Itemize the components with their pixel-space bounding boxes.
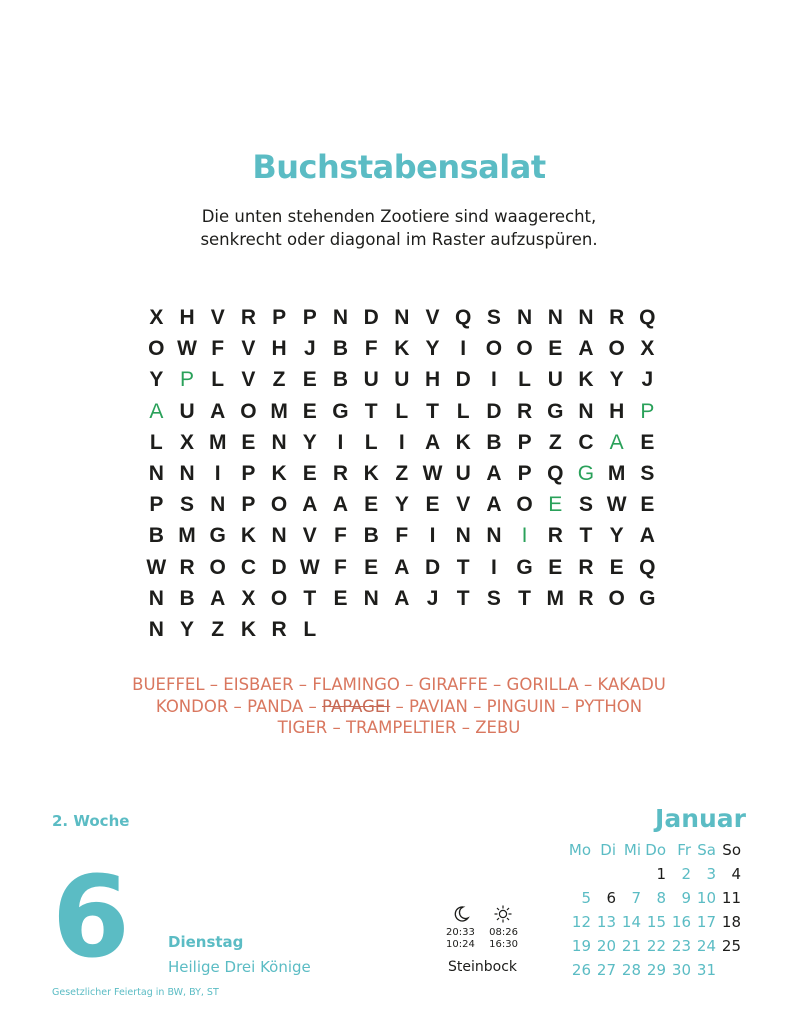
grid-letter: Q — [455, 306, 472, 329]
grid-letter: O — [270, 493, 288, 517]
grid-letter: N — [363, 586, 379, 610]
grid-letter: G — [516, 555, 533, 579]
grid-letter: P — [180, 368, 195, 392]
grid-letter: D — [424, 555, 441, 579]
holiday-note: Gesetzlicher Feiertag in BW, BY, ST — [52, 987, 219, 998]
grid-letter: E — [302, 368, 317, 392]
word-item: PINGUIN — [486, 696, 556, 716]
grid-letter: E — [333, 586, 348, 610]
calendar-day: 30 — [671, 961, 691, 979]
word-item: GORILLA — [506, 675, 579, 694]
grid-letter: E — [609, 555, 624, 579]
grid-letter: N — [578, 399, 594, 423]
grid-letter: A — [486, 493, 502, 517]
calendar-day: 16 — [671, 913, 691, 931]
moonrise-time: 20:33 — [446, 927, 475, 938]
crescent-moon-icon — [452, 905, 470, 927]
calendar-day: 19 — [571, 937, 591, 955]
calendar-weekday: So — [722, 841, 741, 859]
grid-letter: E — [548, 555, 563, 579]
grid-letter: B — [332, 368, 349, 392]
grid-letter: T — [456, 586, 470, 610]
grid-letter: X — [149, 306, 164, 329]
grid-letter: Q — [547, 461, 564, 485]
grid-letter: I — [429, 524, 436, 548]
calendar-day: 1 — [656, 865, 666, 883]
calendar-day: 22 — [646, 937, 666, 955]
grid-letter: W — [422, 461, 443, 485]
grid-letter: O — [608, 337, 625, 361]
grid-letter: I — [521, 524, 528, 548]
grid-letter: V — [456, 493, 471, 517]
puzzle-instructions — [0, 205, 798, 251]
grid-letter: N — [394, 306, 410, 329]
word-item: PANDA — [247, 696, 304, 716]
calendar-week-row — [566, 934, 741, 958]
grid-letter: Y — [149, 368, 164, 392]
grid-letter: P — [302, 306, 317, 329]
word-separator: – — [467, 696, 487, 716]
grid-letter: S — [486, 306, 501, 329]
grid-letter: N — [148, 586, 164, 610]
grid-letter: C — [578, 430, 594, 454]
calendar-weekday: Mi — [623, 841, 641, 859]
calendar-day: 14 — [621, 913, 641, 931]
calendar-day: 15 — [646, 913, 666, 931]
grid-letter: Y — [609, 368, 624, 392]
calendar-day: 24 — [696, 937, 716, 955]
grid-letter: T — [518, 586, 531, 610]
grid-letter: A — [578, 337, 594, 361]
holiday-label: Heilige Drei Könige — [168, 958, 311, 976]
grid-letter: O — [240, 399, 257, 423]
word-line — [0, 674, 798, 696]
sun-icon — [494, 905, 512, 927]
grid-letter: R — [547, 524, 563, 548]
sunset-time: 16:30 — [489, 939, 518, 950]
grid-letter: N — [179, 461, 195, 485]
calendar-day: 12 — [571, 913, 591, 931]
grid-letter: V — [241, 368, 256, 392]
grid-letter: W — [299, 555, 320, 579]
zodiac-sign: Steinbock — [448, 959, 518, 975]
grid-letter: I — [398, 430, 405, 454]
calendar-day: 25 — [721, 937, 741, 955]
grid-letter: I — [214, 461, 221, 485]
grid-letter: U — [363, 368, 379, 392]
grid-letter: B — [332, 337, 349, 361]
calendar-weekday: Sa — [697, 841, 716, 859]
word-separator: – — [390, 696, 409, 716]
grid-letter: V — [302, 524, 317, 548]
calendar-day: 5 — [581, 889, 591, 907]
grid-letter: Y — [425, 337, 440, 361]
grid-letter: W — [146, 555, 167, 579]
grid-letter: G — [639, 586, 656, 610]
grid-letter: O — [148, 337, 165, 361]
grid-letter: R — [332, 461, 349, 485]
grid-letter: V — [241, 337, 256, 361]
grid-letter: N — [210, 493, 226, 517]
word-separator: – — [456, 718, 476, 737]
grid-letter: Z — [272, 368, 286, 392]
sun-times — [489, 927, 518, 951]
grid-letter: R — [578, 555, 594, 579]
calendar-day: 6 — [606, 889, 616, 907]
word-item: EISBAER — [223, 675, 294, 694]
grid-letter: M — [208, 430, 227, 454]
grid-letter: Z — [211, 617, 225, 641]
word-separator: – — [578, 675, 598, 694]
grid-letter: R — [179, 555, 195, 579]
grid-letter: S — [578, 493, 593, 517]
grid-letter: D — [363, 306, 379, 329]
grid-letter: G — [332, 399, 349, 423]
grid-letter: M — [607, 461, 626, 485]
grid-letter: A — [332, 493, 349, 517]
grid-letter: X — [241, 586, 256, 610]
grid-letter: N — [148, 461, 164, 485]
grid-letter: N — [578, 306, 594, 329]
grid-letter: F — [395, 524, 409, 548]
word-item: PAVIAN — [408, 696, 468, 716]
calendar-weekday-row — [566, 838, 741, 862]
grid-letter: H — [271, 337, 287, 361]
grid-letter: T — [426, 399, 439, 423]
grid-letter: P — [149, 493, 164, 517]
calendar-day: 29 — [646, 961, 666, 979]
grid-letter: C — [240, 555, 256, 579]
letter-grid — [141, 302, 663, 645]
grid-letter: Y — [180, 617, 195, 641]
grid-letter: P — [241, 461, 256, 485]
grid-letter: N — [455, 524, 471, 548]
grid-letter: S — [486, 586, 501, 610]
grid-letter: E — [241, 430, 256, 454]
grid-letter: A — [210, 586, 226, 610]
grid-letter: I — [490, 555, 497, 579]
sunrise-time: 08:26 — [489, 927, 518, 938]
grid-letter: D — [455, 368, 471, 392]
month-title: Januar — [655, 804, 746, 833]
calendar-day: 27 — [596, 961, 616, 979]
grid-letter: R — [609, 306, 625, 329]
grid-letter: T — [303, 586, 317, 610]
word-item: KAKADU — [597, 675, 666, 694]
grid-letter: A — [424, 430, 441, 454]
grid-letter: U — [179, 399, 195, 423]
grid-letter: A — [609, 430, 624, 454]
calendar-day: 10 — [696, 889, 716, 907]
grid-letter: F — [211, 337, 225, 361]
calendar-day: 28 — [621, 961, 641, 979]
grid-letter: K — [271, 461, 287, 485]
grid-letter: Z — [395, 461, 409, 485]
word-item: FLAMINGO — [312, 675, 400, 694]
grid-letter: Y — [609, 524, 624, 548]
grid-letter: P — [241, 493, 256, 517]
week-number: 2. Woche — [52, 812, 130, 830]
calendar-day: 3 — [706, 865, 716, 883]
word-item: ZEBU — [475, 718, 521, 737]
grid-letter: E — [640, 430, 655, 454]
grid-letter: W — [177, 337, 197, 361]
grid-letter: G — [577, 461, 595, 485]
grid-letter: F — [334, 524, 347, 548]
grid-letter: P — [517, 461, 532, 485]
grid-letter: A — [302, 493, 318, 517]
grid-letter: Y — [302, 430, 317, 454]
day-number: 6 — [52, 853, 130, 983]
grid-letter: Z — [548, 430, 562, 454]
grid-letter: B — [148, 524, 164, 548]
grid-letter: D — [271, 555, 287, 579]
grid-letter: S — [180, 493, 195, 517]
grid-letter: A — [394, 555, 410, 579]
grid-letter: E — [425, 493, 440, 517]
grid-letter: F — [364, 337, 378, 361]
grid-letter: K — [578, 368, 594, 392]
word-item: PYTHON — [574, 696, 643, 716]
calendar-week-row — [566, 886, 741, 910]
grid-letter: E — [364, 493, 379, 517]
grid-letter: A — [486, 461, 502, 485]
calendar-weekday: Mo — [568, 841, 591, 859]
word-separator: – — [487, 675, 507, 694]
grid-letter: K — [363, 461, 379, 485]
grid-letter: A — [210, 399, 226, 423]
grid-letter: U — [547, 368, 563, 392]
astro-info — [446, 905, 518, 951]
calendar-day: 17 — [696, 913, 716, 931]
grid-letter: N — [271, 430, 287, 454]
grid-letter: O — [516, 337, 533, 361]
grid-letter: P — [640, 399, 655, 423]
grid-letter: R — [240, 306, 256, 329]
grid-letter: B — [486, 430, 502, 454]
grid-letter: X — [640, 337, 655, 361]
grid-letter: A — [394, 586, 410, 610]
mini-calendar — [566, 838, 741, 982]
calendar-week-row — [566, 958, 741, 982]
word-list — [0, 674, 798, 739]
grid-letter: A — [639, 524, 655, 548]
grid-letter: B — [179, 586, 195, 610]
grid-letter: K — [455, 430, 471, 454]
grid-letter: E — [302, 399, 317, 423]
calendar-day — [716, 958, 741, 982]
grid-letter: T — [579, 524, 593, 548]
calendar-day: 23 — [671, 937, 691, 955]
grid-letter: P — [272, 306, 287, 329]
calendar-week-row — [566, 862, 741, 886]
word-item: KONDOR — [155, 696, 229, 716]
grid-letter: G — [547, 399, 564, 423]
grid-letter: N — [148, 617, 164, 641]
grid-letter: H — [179, 306, 195, 329]
grid-letter: Q — [639, 555, 656, 579]
grid-letter: U — [455, 461, 471, 485]
grid-letter: R — [517, 399, 533, 423]
grid-letter: R — [578, 586, 594, 610]
grid-letter: T — [456, 555, 470, 579]
puzzle-title: Buchstabensalat — [252, 148, 546, 186]
word-separator: – — [228, 696, 248, 716]
grid-letter: G — [209, 524, 226, 548]
grid-letter: T — [364, 399, 378, 423]
instruction-line: Die unten stehenden Zootiere sind waagerecht, — [201, 207, 597, 226]
grid-letter: L — [364, 430, 378, 454]
calendar-day — [616, 862, 641, 886]
calendar-day: 2 — [681, 865, 691, 883]
grid-letter: R — [271, 617, 287, 641]
grid-letter: M — [546, 586, 565, 610]
grid-letter: V — [210, 306, 225, 329]
grid-letter: O — [485, 337, 503, 361]
grid-letter: O — [516, 493, 533, 517]
grid-letter: S — [640, 461, 655, 485]
grid-letter: O — [270, 586, 288, 610]
grid-letter: V — [425, 306, 440, 329]
grid-letter: H — [424, 368, 441, 392]
calendar-day: 8 — [656, 889, 666, 907]
word-item: TIGER — [277, 718, 328, 737]
grid-letter: N — [332, 306, 349, 329]
grid-letter: N — [271, 524, 287, 548]
grid-letter: N — [517, 306, 533, 329]
word-item: TRAMPELTIER — [345, 718, 457, 737]
grid-letter: O — [608, 586, 625, 610]
grid-letter: L — [518, 368, 531, 392]
grid-letter: L — [456, 399, 470, 423]
grid-letter: F — [334, 555, 347, 579]
grid-letter: E — [548, 493, 563, 517]
grid-letter: L — [211, 368, 225, 392]
calendar-weekday: Di — [600, 841, 616, 859]
word-separator: – — [555, 696, 575, 716]
grid-letter: U — [394, 368, 410, 392]
calendar-day — [566, 862, 591, 886]
calendar-day: 20 — [596, 937, 616, 955]
grid-letter: Q — [639, 306, 656, 329]
calendar-day: 26 — [571, 961, 591, 979]
calendar-weekday: Fr — [677, 841, 691, 859]
grid-letter: E — [640, 493, 655, 517]
grid-letter: M — [178, 524, 196, 548]
word-separator: – — [204, 675, 224, 694]
grid-letter: J — [426, 586, 439, 610]
grid-letter: O — [209, 555, 226, 579]
grid-letter: N — [486, 524, 502, 548]
grid-letter: K — [240, 617, 256, 641]
grid-letter: L — [395, 399, 409, 423]
word-item: PAPAGEI — [322, 696, 391, 716]
word-line — [0, 717, 798, 739]
grid-letter: B — [363, 524, 379, 548]
grid-letter: K — [394, 337, 410, 361]
calendar-day — [591, 862, 616, 886]
instruction-line: senkrecht oder diagonal im Raster aufzuspüren. — [200, 230, 598, 249]
word-line — [0, 696, 798, 718]
grid-letter: K — [240, 524, 256, 548]
word-separator: – — [303, 696, 323, 716]
word-item: BUEFFEL — [132, 675, 205, 694]
grid-letter: I — [490, 368, 497, 392]
grid-letter: E — [302, 461, 317, 485]
grid-letter: E — [548, 337, 563, 361]
calendar-week-row — [566, 910, 741, 934]
grid-letter: I — [337, 430, 344, 454]
grid-letter: H — [609, 399, 625, 423]
calendar-day: 9 — [681, 889, 691, 907]
grid-letter: J — [303, 337, 316, 361]
grid-letter: I — [460, 337, 467, 361]
grid-letter: D — [486, 399, 502, 423]
grid-letter: E — [364, 555, 379, 579]
word-separator: – — [327, 718, 346, 737]
calendar-day: 18 — [721, 913, 741, 931]
word-separator: – — [399, 675, 419, 694]
calendar-day: 4 — [731, 865, 741, 883]
word-item: GIRAFFE — [418, 675, 488, 694]
word-separator: – — [293, 675, 313, 694]
weekday-label: Dienstag — [168, 933, 244, 951]
calendar-day: 7 — [631, 889, 641, 907]
moon-times — [446, 927, 475, 951]
calendar-day: 21 — [621, 937, 641, 955]
grid-letter: W — [606, 493, 627, 517]
grid-letter: A — [149, 399, 164, 423]
calendar-weekday: Do — [645, 841, 666, 859]
grid-letter: X — [180, 430, 195, 454]
grid-letter: M — [270, 399, 288, 423]
grid-letter: P — [517, 430, 532, 454]
grid-letter: N — [547, 306, 563, 329]
grid-letter: J — [641, 368, 654, 392]
calendar-day: 13 — [596, 913, 616, 931]
grid-letter: L — [149, 430, 163, 454]
calendar-day: 11 — [721, 889, 741, 907]
grid-letter: L — [303, 617, 317, 641]
calendar-day: 31 — [696, 961, 716, 979]
grid-letter: Y — [394, 493, 409, 517]
moonset-time: 10:24 — [446, 939, 475, 950]
